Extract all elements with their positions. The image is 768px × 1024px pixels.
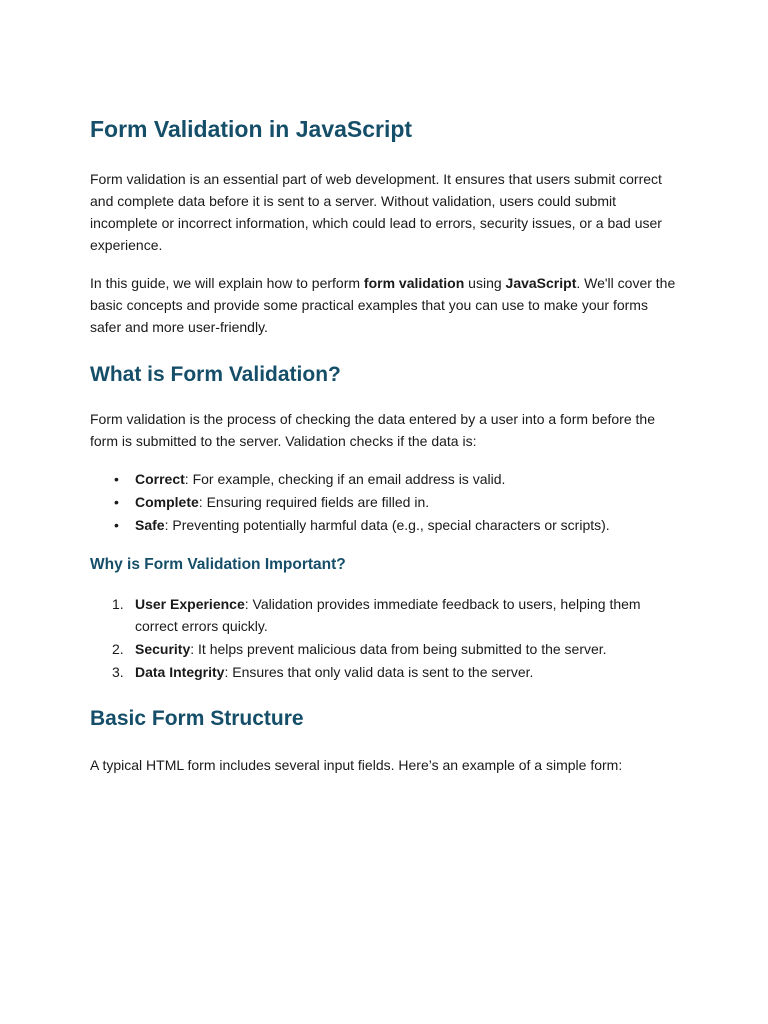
list-item-term: Data Integrity [135, 664, 225, 680]
list-item [90, 661, 682, 683]
list-item-text: : Ensures that only valid data is sent to the server. [224, 664, 534, 680]
intro-p2-text-end: . We'll cover the basic concepts and provide some practical examples that you can use to make your forms safer and more user-friendly. [90, 275, 676, 335]
intro-paragraph-1: Form validation is an essential part of web development. It ensures that users submit correct and complete data before it is sent to a server. Without validation, users could submit incomplete or incorrect information, which could lead to errors, security issues, or a bad user experience. [90, 171, 662, 253]
validation-criteria-list [90, 468, 682, 536]
list-number: 3. [112, 664, 124, 680]
list-item [90, 468, 682, 490]
list-item-text: : Preventing potentially harmful data (e.g., special characters or scripts). [164, 517, 610, 533]
list-item-term: User Experience [135, 596, 245, 612]
list-number: 1. [112, 596, 124, 612]
document-page [90, 113, 682, 776]
list-item-term: Correct [135, 471, 185, 487]
basic-paragraph: A typical HTML form includes several input fields. Here’s an example of a simple form: [90, 757, 623, 773]
heading-what-is-form-validation: What is Form Validation? [90, 363, 341, 386]
list-item-term: Complete [135, 494, 199, 510]
bullet-icon: • [114, 494, 119, 510]
list-item-text: : Ensuring required fields are filled in. [198, 494, 430, 510]
intro-p2-text-mid: using [464, 275, 506, 291]
page-title: Form Validation in JavaScript [90, 116, 413, 142]
intro-p2-text-start: In this guide, we will explain how to perform [90, 275, 364, 291]
list-item [90, 491, 682, 513]
what-paragraph: Form validation is the process of checking the data entered by a user into a form before the form is submitted to the server. Validation checks if the data is: [90, 411, 655, 449]
importance-numbered-list [90, 593, 682, 683]
list-item-text: : Validation provides immediate feedback to users, helping them correct errors quickly. [135, 596, 641, 634]
list-number: 2. [112, 641, 124, 657]
intro-p2-bold-javascript: JavaScript [505, 275, 577, 291]
list-item [90, 638, 682, 660]
bullet-icon: • [114, 471, 119, 487]
list-item [90, 593, 682, 637]
list-item-text: : It helps prevent malicious data from being submitted to the server. [190, 641, 607, 657]
list-item-term: Safe [135, 517, 165, 533]
heading-why-important: Why is Form Validation Important? [90, 556, 346, 573]
list-item-text: : For example, checking if an email address is valid. [184, 471, 506, 487]
intro-p2-bold-form-validation: form validation [363, 275, 465, 291]
list-item-term: Security [135, 641, 191, 657]
heading-basic-form-structure: Basic Form Structure [90, 707, 304, 730]
bullet-icon: • [114, 517, 119, 533]
intro-paragraph-2 [90, 272, 682, 338]
list-item [90, 514, 682, 536]
